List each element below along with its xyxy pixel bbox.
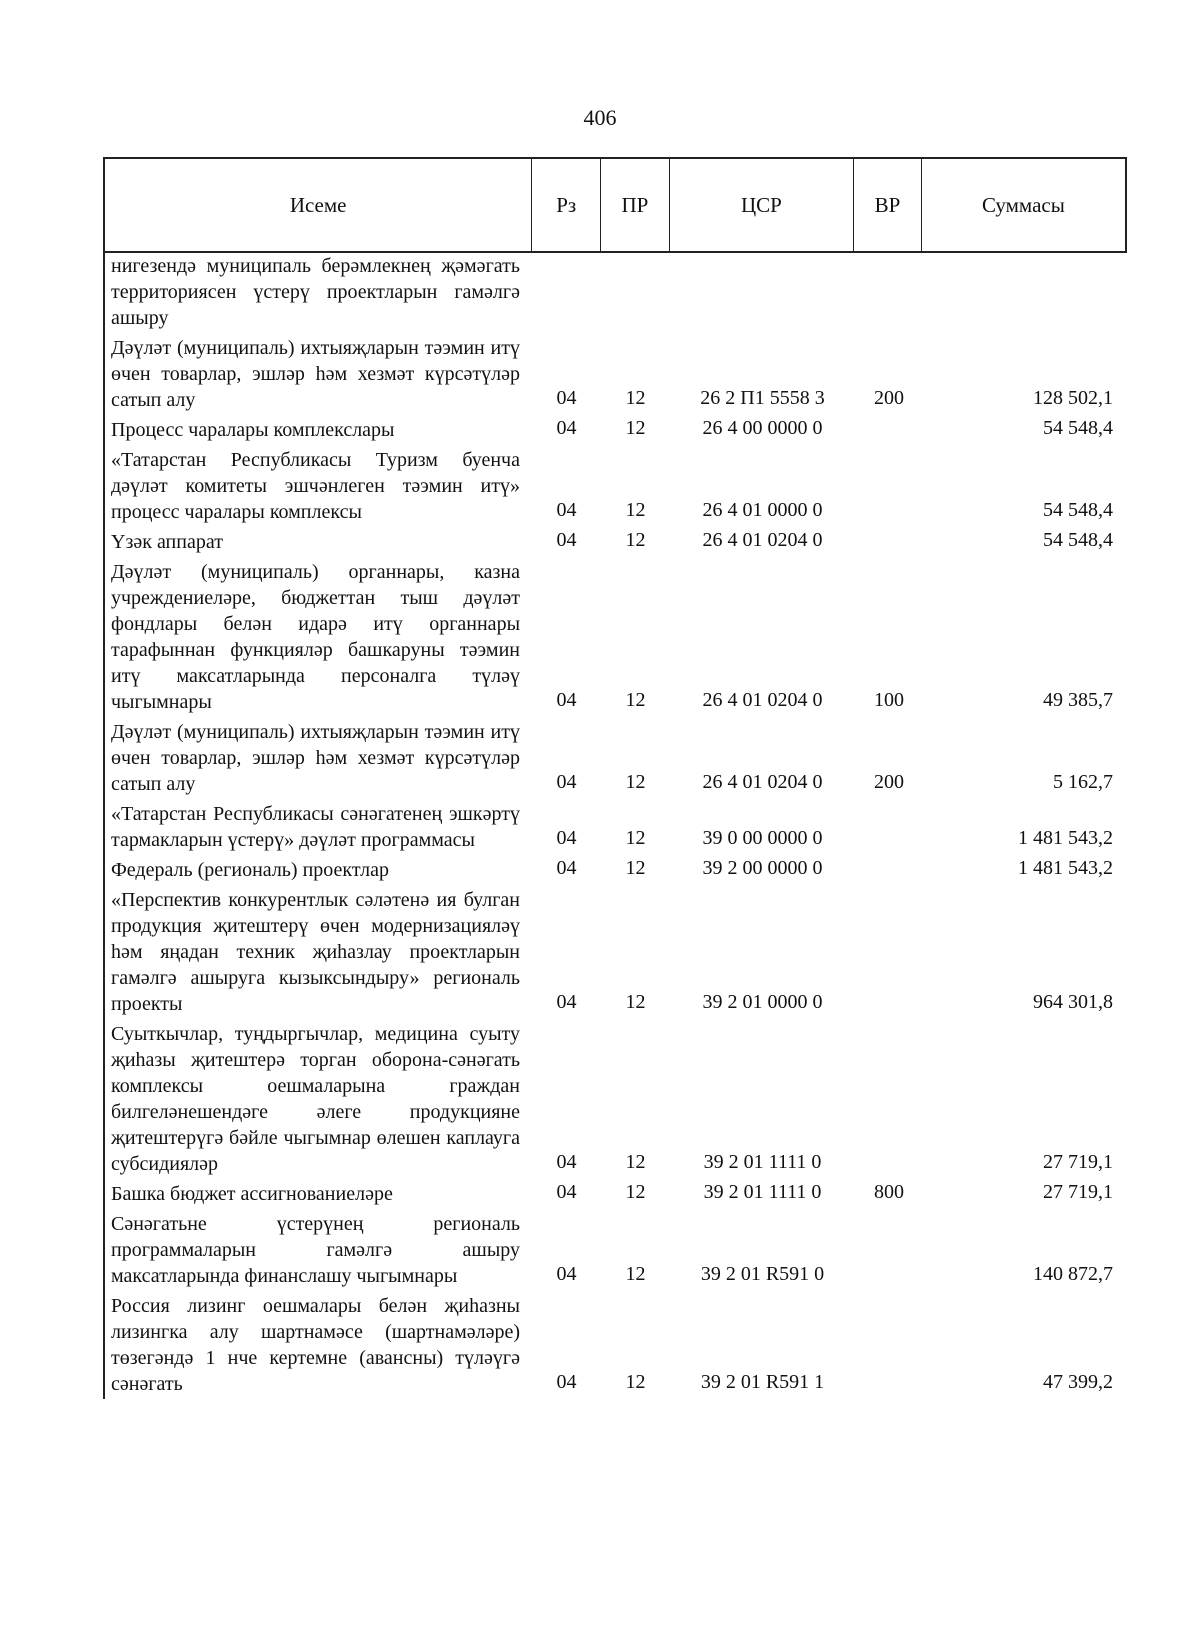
cell-vr (855, 523, 923, 527)
cell-name: Үзәк аппарат (111, 531, 223, 553)
cell-pr: 12 (625, 1151, 646, 1173)
cell-sum: 1 481 543,2 (1018, 827, 1113, 849)
header-pr: ПР (601, 159, 670, 251)
header-rz: Рз (532, 159, 601, 251)
cell-name: Россия лизинг оешмалары белән җиһазны лизингка алу шартнамәсе (шартнамәләре) төзегәндә 1 нче кертемне (авансны) түләүгә сәнәгать (111, 1295, 520, 1395)
cell-vr (855, 441, 923, 445)
cell-csr: 39 2 01 1111 0 (703, 1151, 822, 1173)
table-row (103, 415, 1127, 445)
table-row (103, 855, 1127, 885)
cell-rz: 04 (556, 1181, 577, 1203)
cell-sum (923, 329, 1127, 333)
cell-name: Башка бюджет ассигнованиеләре (111, 1183, 393, 1205)
cell-pr: 12 (625, 529, 646, 551)
cell-rz: 04 (556, 857, 577, 879)
table-row (103, 717, 1127, 799)
cell-pr: 12 (625, 991, 646, 1013)
cell-pr: 12 (625, 827, 646, 849)
cell-vr: 100 (874, 689, 904, 711)
cell-pr: 12 (625, 689, 646, 711)
table-row (103, 1179, 1127, 1209)
table-row (103, 445, 1127, 527)
table-row (103, 333, 1127, 415)
table-row (103, 1209, 1127, 1291)
cell-rz: 04 (556, 499, 577, 521)
cell-pr: 12 (625, 1181, 646, 1203)
cell-sum: 27 719,1 (1043, 1181, 1113, 1203)
cell-vr: 800 (874, 1181, 904, 1203)
cell-rz: 04 (556, 529, 577, 551)
cell-name: Федераль (региональ) проектлар (111, 859, 389, 881)
cell-name: Дәүләт (муниципаль) органнары, казна учреждениеләре, бюджеттан тыш дәүләт фондлары белән идарә итү органнары тарафыннан функцияләр башкаруны тәэмин итү максатларында персоналга түләү чыгымнары (111, 561, 520, 713)
cell-vr: 200 (874, 387, 904, 409)
cell-csr: 39 0 00 0000 0 (702, 827, 823, 849)
cell-name: Сәнәгатьне үстерүнең региональ программаларын гамәлгә ашыру максатларында финанслашу чыгымнары (111, 1213, 520, 1287)
cell-pr: 12 (625, 771, 646, 793)
cell-rz: 04 (556, 417, 577, 439)
cell-name: нигезендә муниципаль берәмлекнең җәмәгать территориясен үстерү проектларын гамәлгә ашыру (111, 255, 520, 329)
table-row (103, 799, 1127, 855)
cell-name: «Татарстан Республикасы сәнәгатенең эшкәртү тармакларын үстерү» дәүләт программасы (111, 803, 520, 851)
cell-vr (855, 1395, 923, 1399)
cell-rz (532, 329, 601, 333)
cell-vr (855, 881, 923, 885)
cell-pr (601, 329, 670, 333)
cell-name: «Татарстан Республикасы Туризм буенча дәүләт комитеты эшчәнлеген тәэмин итү» процесс чаралары комплексы (111, 449, 520, 523)
cell-name: Дәүләт (муниципаль) ихтыяҗларын тәэмин итү өчен товарлар, эшләр һәм хезмәт күрсәтүләр сатып алу (111, 337, 520, 411)
cell-vr (855, 553, 923, 557)
cell-vr (855, 329, 923, 333)
table-row (103, 527, 1127, 557)
header-csr: ЦСР (670, 159, 854, 251)
cell-sum: 54 548,4 (1043, 499, 1113, 521)
table-row (103, 885, 1127, 1019)
cell-pr: 12 (625, 1263, 646, 1285)
cell-csr: 26 4 00 0000 0 (702, 417, 823, 439)
cell-pr: 12 (625, 387, 646, 409)
cell-vr: 200 (874, 771, 904, 793)
cell-name: Дәүләт (муниципаль) ихтыяҗларын тәэмин итү өчен товарлар, эшләр һәм хезмәт күрсәтүләр сатып алу (111, 721, 520, 795)
cell-sum: 964 301,8 (1033, 991, 1113, 1013)
cell-rz: 04 (556, 1371, 577, 1393)
cell-vr (855, 851, 923, 855)
cell-sum: 49 385,7 (1043, 689, 1113, 711)
cell-sum: 54 548,4 (1043, 529, 1113, 551)
table-row (103, 557, 1127, 717)
cell-pr: 12 (625, 1371, 646, 1393)
cell-sum: 27 719,1 (1043, 1151, 1113, 1173)
cell-rz: 04 (556, 1263, 577, 1285)
cell-csr: 39 2 01 R591 1 (700, 1371, 825, 1393)
cell-name: «Перспектив конкурентлык сәләтенә ия булган продукция җитештерү өчен модернизацияләү һәм яңадан техник җиһазлау проектларын гамәлгә ашыруга кызыксындыру» региональ проекты (111, 889, 520, 1015)
cell-csr: 26 4 01 0204 0 (702, 771, 823, 793)
cell-csr: 26 2 П1 5558 3 (700, 387, 825, 409)
cell-sum: 5 162,7 (1053, 771, 1113, 793)
cell-csr: 39 2 01 0000 0 (702, 991, 823, 1013)
cell-csr: 39 2 01 1111 0 (703, 1181, 822, 1203)
cell-csr: 26 4 01 0204 0 (702, 529, 823, 551)
cell-sum: 128 502,1 (1033, 387, 1113, 409)
header-vr: ВР (854, 159, 922, 251)
cell-vr (855, 1015, 923, 1019)
cell-rz: 04 (556, 991, 577, 1013)
header-sum: Суммасы (981, 192, 1065, 217)
cell-vr (855, 1287, 923, 1291)
cell-pr: 12 (625, 857, 646, 879)
cell-csr: 26 4 01 0204 0 (702, 689, 823, 711)
cell-sum: 54 548,4 (1043, 417, 1113, 439)
cell-rz: 04 (556, 689, 577, 711)
cell-name: Суыткычлар, туңдыргычлар, медицина суыту җиһазы җитештерә торган оборона-сәнәгать комплексы оешмаларына граждан билгеләнешендәге әлеге продукцияне җитештерүгә бәйле чыгымнар өлешен каплауга субсидияләр (111, 1023, 520, 1175)
budget-table (103, 157, 1127, 1399)
cell-pr: 12 (625, 499, 646, 521)
cell-sum: 47 399,2 (1043, 1371, 1113, 1393)
table-row (103, 1291, 1127, 1399)
cell-csr (670, 329, 855, 333)
cell-rz: 04 (556, 1151, 577, 1173)
header-name: Исеме (105, 159, 532, 251)
cell-rz: 04 (556, 771, 577, 793)
table-row (103, 253, 1127, 333)
cell-csr: 39 2 00 0000 0 (702, 857, 823, 879)
cell-sum: 140 872,7 (1033, 1263, 1113, 1285)
cell-rz: 04 (556, 827, 577, 849)
cell-csr: 39 2 01 R591 0 (700, 1263, 825, 1285)
cell-rz: 04 (556, 387, 577, 409)
table-header (103, 157, 1127, 253)
page-number: 406 (583, 105, 617, 130)
cell-sum: 1 481 543,2 (1018, 857, 1113, 879)
cell-name: Процесс чаралары комплекслары (111, 419, 395, 441)
table-left-border (103, 253, 105, 1399)
table-body (103, 253, 1127, 1399)
table-row (103, 1019, 1127, 1179)
cell-pr: 12 (625, 417, 646, 439)
cell-csr: 26 4 01 0000 0 (702, 499, 823, 521)
